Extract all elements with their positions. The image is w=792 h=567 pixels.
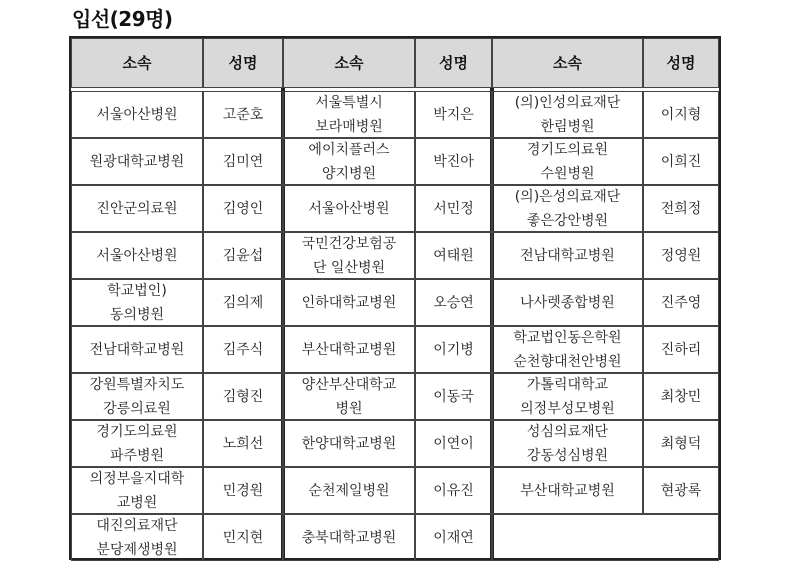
name-cell: 민경원 [203, 467, 283, 514]
affiliation-cell [492, 467, 643, 514]
affiliation-line: 의정부성모병원 [520, 400, 615, 417]
affiliation-text [308, 197, 389, 221]
name-cell: 이유진 [415, 467, 492, 514]
name-cell: 김윤섭 [203, 232, 283, 279]
affiliation-cell [492, 91, 643, 138]
affiliation-line: 병원 [335, 400, 363, 417]
affiliation-line: (의)은성의료재단 [514, 188, 621, 205]
affiliation-text [315, 91, 383, 139]
name-cell: 김형진 [203, 373, 283, 420]
affiliation-cell [71, 185, 203, 232]
affiliation-cell [492, 185, 643, 232]
name-cell: 최창민 [643, 373, 719, 420]
affiliation-cell [492, 373, 643, 420]
affiliation-line: 국민건강보험공 [301, 235, 397, 252]
affiliation-line: 한림병원 [540, 118, 595, 135]
affiliation-line: 전남대학교병원 [89, 341, 185, 358]
name-cell: 이연이 [415, 420, 492, 467]
affiliation-line: 동의병원 [109, 306, 165, 323]
affiliation-cell [71, 514, 203, 561]
affiliation-cell [283, 185, 415, 232]
affiliation-cell [283, 514, 415, 561]
affiliation-cell [283, 326, 415, 373]
affiliation-text [302, 232, 397, 280]
affiliation-text [520, 244, 615, 268]
name-cell: 박지은 [415, 91, 492, 138]
affiliation-line: 나사렛종합병원 [520, 294, 615, 311]
affiliation-text [96, 244, 177, 268]
affiliation-line: 분당제생병원 [96, 541, 178, 558]
name-cell: 이희진 [643, 138, 719, 185]
affiliation-cell [71, 138, 203, 185]
affiliation-text [302, 291, 397, 315]
name-cell: 이지형 [643, 91, 719, 138]
name-cell: 이동국 [415, 373, 492, 420]
name-cell: 김의제 [203, 279, 283, 326]
affiliation-line: 진안군의료원 [96, 200, 178, 217]
affiliation-line: 서울특별시 [315, 94, 383, 111]
affiliation-line: 대진의료재단 [96, 517, 178, 534]
affiliation-line: 가톨릭대학교 [526, 376, 609, 393]
affiliation-text [302, 338, 397, 362]
name-cell: 김주식 [203, 326, 283, 373]
name-cell: 오승연 [415, 279, 492, 326]
affiliation-cell [283, 467, 415, 514]
name-cell: 최형덕 [643, 420, 719, 467]
affiliation-line: 의정부을지대학 [89, 470, 185, 487]
affiliation-cell [283, 138, 415, 185]
affiliation-text [96, 103, 177, 127]
header-affiliation: 소속 [492, 38, 643, 88]
affiliation-cell [492, 420, 643, 467]
affiliation-text [90, 467, 185, 515]
affiliation-cell [71, 232, 203, 279]
affiliation-text [308, 138, 389, 186]
name-cell: 전희정 [643, 185, 719, 232]
name-cell: 진주영 [643, 279, 719, 326]
affiliation-cell [283, 91, 415, 138]
name-cell: 여태원 [415, 232, 492, 279]
affiliation-cell [492, 279, 643, 326]
affiliation-cell [71, 420, 203, 467]
affiliation-line: 성심의료재단 [526, 423, 609, 440]
affiliation-text [520, 373, 615, 421]
affiliation-line: 한양대학교병원 [301, 435, 397, 452]
affiliation-cell [283, 279, 415, 326]
name-cell: 김미연 [203, 138, 283, 185]
affiliation-text [515, 185, 621, 233]
affiliation-line: 서울아산병원 [96, 106, 178, 123]
affiliation-line: 에이치플러스 [308, 141, 390, 158]
name-cell: 진하리 [643, 326, 719, 373]
affiliation-cell [492, 232, 643, 279]
name-cell: 민지현 [203, 514, 283, 561]
name-cell: 서민정 [415, 185, 492, 232]
affiliation-line: 전남대학교병원 [520, 247, 615, 264]
affiliation-cell [283, 373, 415, 420]
page-title: 입선(29명) [72, 7, 173, 31]
affiliation-text [308, 479, 389, 503]
affiliation-cell [71, 326, 203, 373]
affiliation-text [302, 373, 397, 421]
affiliation-text [520, 479, 615, 503]
affiliation-line: 부산대학교병원 [520, 482, 615, 499]
affiliation-line: 교병원 [116, 494, 158, 511]
affiliation-text [96, 514, 177, 562]
award-table [69, 36, 721, 560]
affiliation-line: 보라매병원 [315, 118, 383, 135]
affiliation-text [302, 432, 397, 456]
name-cell: 김영인 [203, 185, 283, 232]
affiliation-line: 원광대학교병원 [89, 153, 185, 170]
affiliation-line: 파주병원 [109, 447, 165, 464]
name-cell: 이재연 [415, 514, 492, 561]
affiliation-line: (의)인성의료재단 [514, 94, 621, 111]
affiliation-cell [492, 326, 643, 373]
affiliation-text [527, 420, 608, 468]
name-cell: 고준호 [203, 91, 283, 138]
empty-cell [492, 514, 719, 561]
affiliation-line: 순천향대천안병원 [513, 353, 622, 370]
affiliation-line: 단 일산병원 [312, 259, 386, 276]
affiliation-line: 학교법인동은학원 [513, 329, 622, 346]
affiliation-text [90, 373, 185, 421]
header-name: 성명 [643, 38, 719, 88]
name-cell: 박진아 [415, 138, 492, 185]
name-cell: 노희선 [203, 420, 283, 467]
affiliation-line: 충북대학교병원 [301, 529, 397, 546]
affiliation-cell [283, 420, 415, 467]
affiliation-line: 서울아산병원 [96, 247, 178, 264]
affiliation-text [96, 197, 177, 221]
affiliation-cell [283, 232, 415, 279]
header-name: 성명 [203, 38, 283, 88]
header-name: 성명 [415, 38, 492, 88]
name-cell: 현광록 [643, 467, 719, 514]
affiliation-line: 양산부산대학교 [301, 376, 397, 393]
affiliation-line: 인하대학교병원 [301, 294, 397, 311]
affiliation-line: 수원병원 [540, 165, 595, 182]
affiliation-text [90, 150, 185, 174]
name-cell: 이기병 [415, 326, 492, 373]
header-affiliation: 소속 [71, 38, 203, 88]
affiliation-line: 순천제일병원 [308, 482, 390, 499]
affiliation-text [513, 326, 621, 374]
affiliation-cell [71, 373, 203, 420]
affiliation-text [515, 91, 621, 139]
affiliation-line: 양지병원 [321, 165, 377, 182]
affiliation-cell [71, 91, 203, 138]
affiliation-cell [492, 138, 643, 185]
affiliation-text [107, 279, 167, 327]
affiliation-cell [71, 467, 203, 514]
affiliation-text [527, 138, 608, 186]
affiliation-text [96, 420, 177, 468]
affiliation-line: 강원특별자치도 [89, 376, 185, 393]
affiliation-line: 부산대학교병원 [301, 341, 397, 358]
affiliation-line: 학교법인) [107, 282, 167, 299]
affiliation-line: 서울아산병원 [308, 200, 390, 217]
affiliation-cell [71, 279, 203, 326]
name-cell: 정영원 [643, 232, 719, 279]
affiliation-line: 좋은강안병원 [526, 212, 609, 229]
affiliation-text [520, 291, 615, 315]
affiliation-text [90, 338, 185, 362]
affiliation-text [302, 526, 397, 550]
affiliation-line: 강동성심병원 [526, 447, 609, 464]
affiliation-line: 경기도의료원 [96, 423, 178, 440]
affiliation-line: 강릉의료원 [103, 400, 171, 417]
affiliation-line: 경기도의료원 [526, 141, 609, 158]
header-affiliation: 소속 [283, 38, 415, 88]
